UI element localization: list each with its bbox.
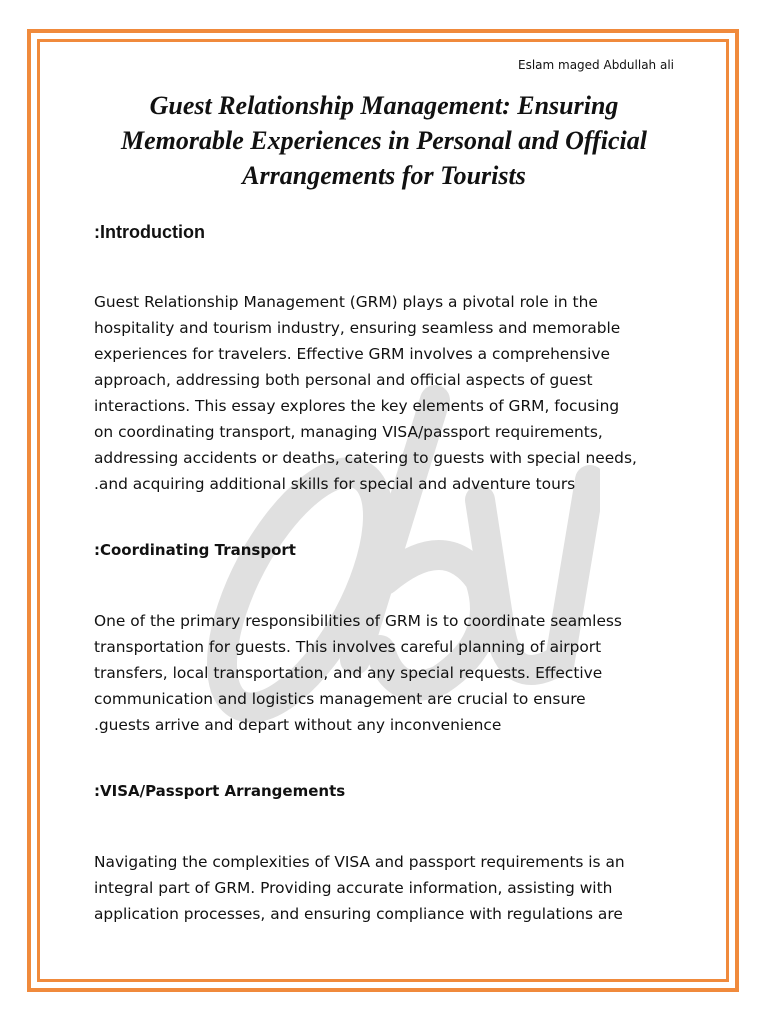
- paragraph-line: experiences for travelers. Effective GRM involves a comprehensive: [94, 345, 610, 363]
- section-paragraph-coordinating-transport: [94, 608, 694, 738]
- paragraph-line: .guests arrive and depart without any inconvenience: [94, 716, 502, 734]
- paragraph-line: communication and logistics management are crucial to ensure: [94, 690, 586, 708]
- section-paragraph-visa-passport: [94, 849, 694, 927]
- section-heading-introduction: :Introduction: [94, 222, 205, 242]
- title-line: Memorable Experiences in Personal and Official: [120, 126, 647, 155]
- paragraph-line: Navigating the complexities of VISA and passport requirements is an: [94, 853, 625, 871]
- section-paragraph-introduction: [94, 289, 694, 497]
- paragraph-line: interactions. This essay explores the key elements of GRM, focusing: [94, 397, 620, 415]
- paragraph-line: transportation for guests. This involves careful planning of airport: [94, 638, 602, 656]
- section-heading-coordinating-transport: :Coordinating Transport: [94, 541, 296, 559]
- paragraph-line: application processes, and ensuring compliance with regulations are: [94, 905, 623, 923]
- title-line: Guest Relationship Management: Ensuring: [149, 91, 619, 120]
- paragraph-line: transfers, local transportation, and any special requests. Effective: [94, 664, 603, 682]
- paragraph-line: on coordinating transport, managing VISA/passport requirements,: [94, 423, 603, 441]
- paragraph-line: Guest Relationship Management (GRM) plays a pivotal role in the: [94, 293, 598, 311]
- paragraph-line: addressing accidents or deaths, catering to guests with special needs,: [94, 449, 637, 467]
- paragraph-line: integral part of GRM. Providing accurate information, assisting with: [94, 879, 613, 897]
- document-title: [70, 88, 698, 193]
- paragraph-line: One of the primary responsibilities of GRM is to coordinate seamless: [94, 612, 622, 630]
- paragraph-line: approach, addressing both personal and official aspects of guest: [94, 371, 593, 389]
- paragraph-line: .and acquiring additional skills for special and adventure tours: [94, 475, 576, 493]
- title-line: Arrangements for Tourists: [242, 161, 526, 190]
- section-heading-visa-passport: :VISA/Passport Arrangements: [94, 782, 346, 800]
- author-name: Eslam maged Abdullah ali: [517, 58, 674, 72]
- paragraph-line: hospitality and tourism industry, ensuring seamless and memorable: [94, 319, 621, 337]
